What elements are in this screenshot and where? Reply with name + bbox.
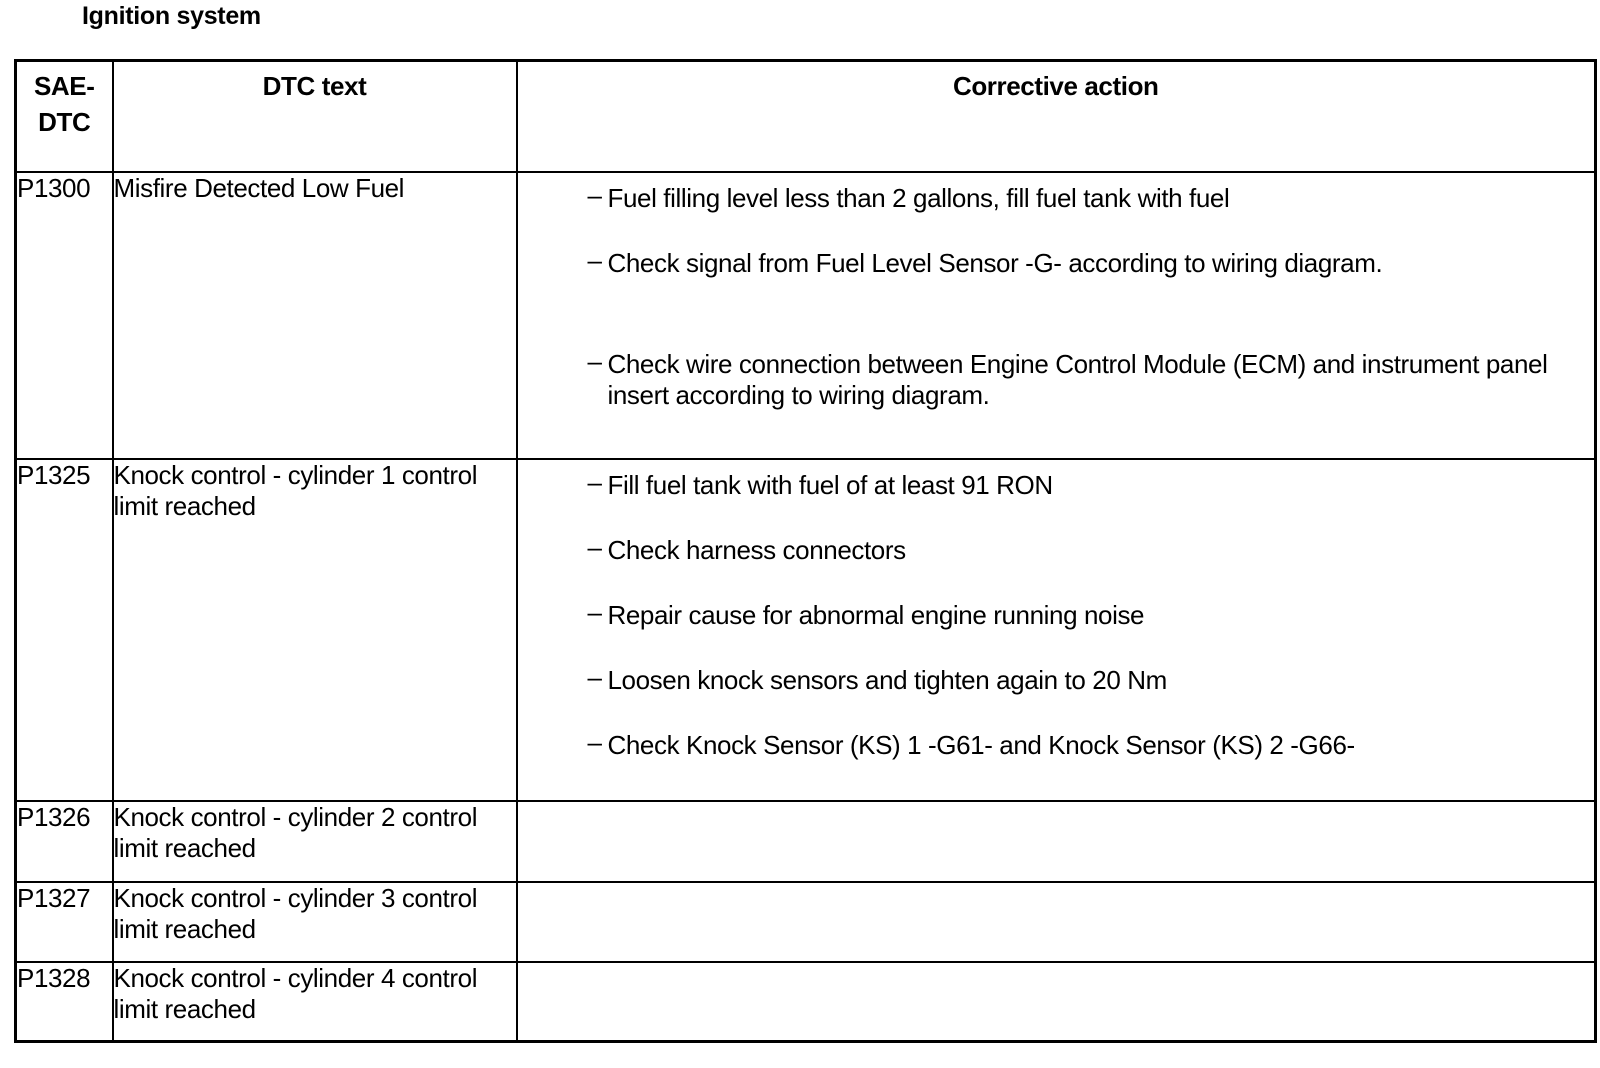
header-sae-dtc [16,61,113,172]
dash-bullet-icon: – [587,661,602,692]
header-sae-dtc-line2: DTC [38,107,91,137]
table-row [16,801,1596,882]
dtc-code-cell: P1326 [16,801,113,882]
action-item [587,345,1585,411]
dtc-text-cell: Knock control - cylinder 1 control limit reached [113,459,517,801]
dtc-code-cell: P1327 [16,882,113,962]
action-item [587,661,1585,696]
table-row [16,172,1596,459]
corrective-action-cell [517,882,1596,962]
header-corrective-action-label: Corrective action [952,71,1159,101]
action-text: Repair cause for abnormal engine running noise [607,599,1145,630]
header-dtc-text [113,61,517,172]
action-text: Fuel filling level less than 2 gallons, fill fuel tank with fuel [607,182,1230,213]
corrective-action-cell [517,962,1596,1042]
dash-bullet-icon: – [587,466,602,497]
dtc-text-cell: Knock control - cylinder 2 control limit reached [113,801,517,882]
dash-bullet-icon: – [587,596,602,627]
dash-bullet-icon: – [587,531,602,562]
header-sae-dtc-line1: SAE- [33,71,95,101]
action-text: Fill fuel tank with fuel of at least 91 RON [607,469,1053,500]
corrective-action-list [518,460,1595,761]
table-row [16,882,1596,962]
corrective-action-cell [517,172,1596,459]
action-item [587,726,1585,761]
action-text: Check Knock Sensor (KS) 1 -G61- and Knock Sensor (KS) 2 -G66- [607,729,1355,760]
corrective-action-list [518,173,1595,411]
action-item [587,531,1585,566]
dtc-table [14,59,1597,1043]
corrective-action-cell [517,459,1596,801]
dash-bullet-icon: – [587,179,602,210]
action-item [587,179,1585,214]
table-header-row [16,61,1596,172]
action-text: Check signal from Fuel Level Sensor -G- according to wiring diagram. [607,247,1383,278]
dtc-text-cell: Knock control - cylinder 4 control limit reached [113,962,517,1042]
action-item [587,244,1585,279]
dtc-code-cell: P1300 [16,172,113,459]
table-row [16,459,1596,801]
action-text: Loosen knock sensors and tighten again to 20 Nm [607,664,1167,695]
dtc-text-cell: Knock control - cylinder 3 control limit reached [113,882,517,962]
dash-bullet-icon: – [587,345,602,376]
dash-bullet-icon: – [587,244,602,275]
corrective-action-cell [517,801,1596,882]
header-corrective-action [517,61,1596,172]
dtc-code-cell: P1325 [16,459,113,801]
dtc-text-cell: Misfire Detected Low Fuel [113,172,517,459]
header-dtc-text-label: DTC text [262,71,367,101]
action-text: Check harness connectors [607,534,906,565]
action-item [587,596,1585,631]
page-title: Ignition system [82,2,261,30]
action-text: Check wire connection between Engine Control Module (ECM) and instrument panel insert according to wiring diagram. [607,348,1548,410]
dash-bullet-icon: – [587,726,602,757]
table-row [16,962,1596,1042]
action-item [587,466,1585,501]
dtc-code-cell: P1328 [16,962,113,1042]
